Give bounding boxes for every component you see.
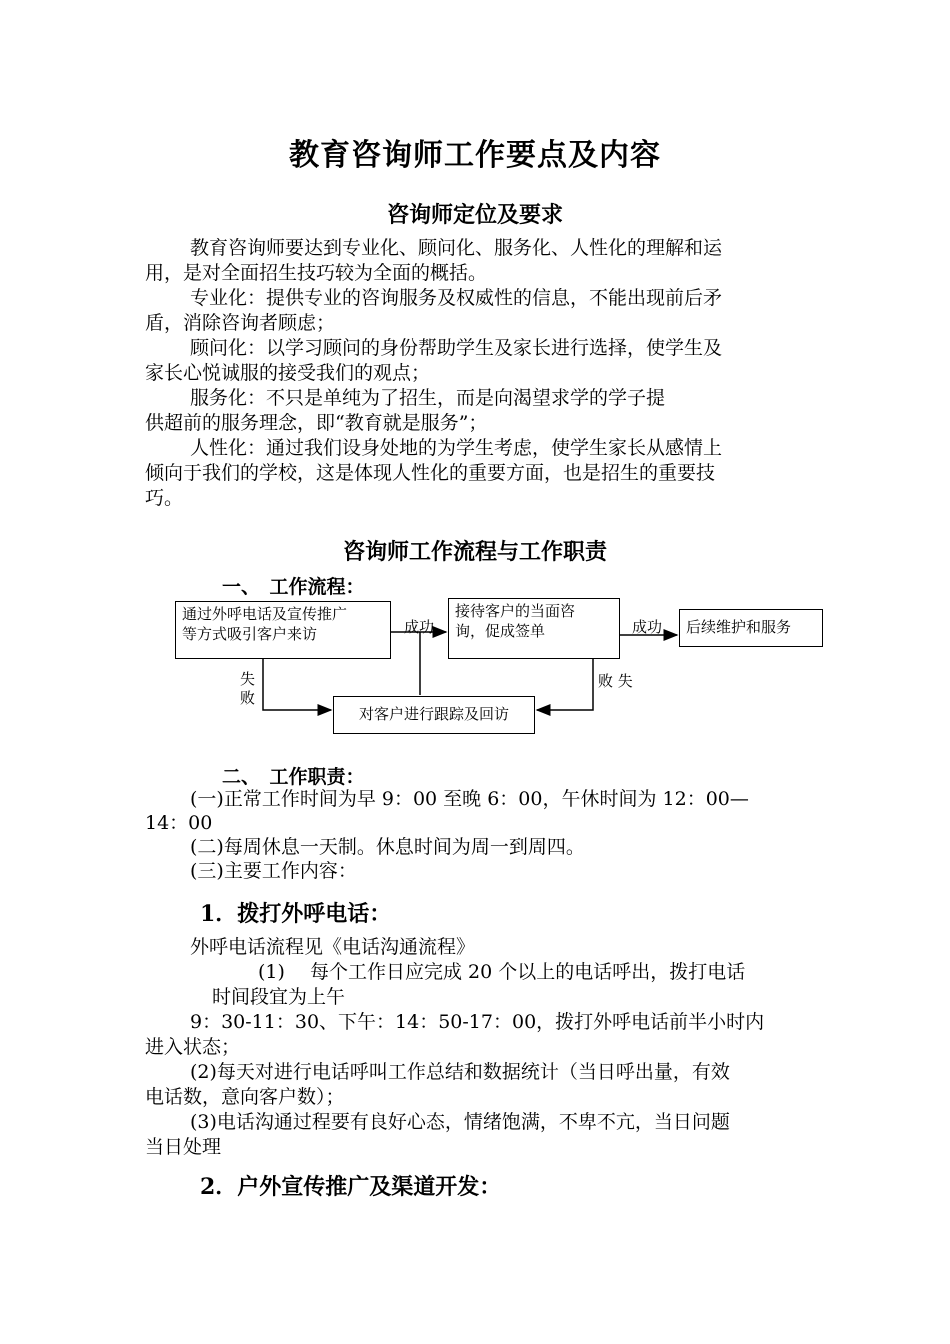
item-line: 当日处理 xyxy=(145,1136,222,1158)
paragraph-line: 盾，消除咨询者顾虑； xyxy=(145,312,336,334)
flow-box-text: 通过外呼电话及宣传推广 xyxy=(182,605,348,623)
arrow-fail-right xyxy=(537,659,593,710)
flow-box-followup: 对客户进行跟踪及回访 xyxy=(333,696,535,734)
duty-line: (一)正常工作时间为早 9：00 至晚 6：00，午休时间为 12：00— xyxy=(190,788,749,810)
subheading-workflow: 一、 工作流程： xyxy=(222,576,365,598)
arrow-fail-left xyxy=(263,659,331,710)
section-heading-positioning: 咨询师定位及要求 xyxy=(386,202,563,228)
flow-label-success: 成功 xyxy=(404,618,435,636)
flow-box-text: 等方式吸引客户来访 xyxy=(182,625,318,643)
paragraph-line: 服务化：不只是单纯为了招生，而是向渴望求学的学子提 xyxy=(190,387,666,409)
flow-box-outreach xyxy=(175,601,391,659)
paragraph-line: 顾问化：以学习顾问的身份帮助学生及家长进行选择，使学生及 xyxy=(190,337,723,359)
flow-label-fail: 败 xyxy=(240,689,256,707)
paragraph-line: 倾向于我们的学校，这是体现人性化的重要方面，也是招生的重要技 xyxy=(145,462,716,484)
item-line: 9：30-11：30、下午：14：50-17：00，拨打外呼电话前半小时内 xyxy=(190,1011,765,1033)
item-line: 进入状态； xyxy=(145,1036,241,1058)
item-line: 电话数，意向客户数）； xyxy=(145,1086,345,1108)
item-line: (2)每天对进行电话呼叫工作总结和数据统计（当日呼出量，有效 xyxy=(190,1061,730,1083)
flow-label-fail: 败 失 xyxy=(598,672,633,690)
duty-line: 14：00 xyxy=(145,812,213,834)
section-heading-workflow: 咨询师工作流程与工作职责 xyxy=(342,539,607,565)
item-line: (1) 每个工作日应完成 20 个以上的电话呼出，拨打电话 xyxy=(258,961,746,983)
item-line: (3)电话沟通过程要有良好心态，情绪饱满，不卑不亢，当日问题 xyxy=(190,1111,730,1133)
item-line: 时间段宜为上午 xyxy=(212,986,346,1008)
item-heading-outdoor-promotion: 2．户外宣传推广及渠道开发： xyxy=(200,1174,502,1200)
flow-box-reception xyxy=(448,598,620,659)
flow-box-text: 询，促成签单 xyxy=(455,622,546,640)
paragraph-line: 专业化：提供专业的咨询服务及权威性的信息，不能出现前后矛 xyxy=(190,287,723,309)
item-heading-outbound-calls: 1．拨打外呼电话： xyxy=(200,901,392,927)
item-line: 外呼电话流程见《电话沟通流程》 xyxy=(190,936,476,958)
flow-box-text: 接待客户的当面咨 xyxy=(455,602,576,620)
duty-line: (三)主要工作内容： xyxy=(190,860,357,882)
flow-box-aftercare: 后续维护和服务 xyxy=(679,609,823,647)
duty-line: (二)每周休息一天制。休息时间为周一到周四。 xyxy=(190,836,585,858)
subheading-duties: 二、 工作职责： xyxy=(222,766,365,788)
paragraph-line: 供超前的服务理念，即“教育就是服务”； xyxy=(145,412,488,434)
flow-label-fail: 失 xyxy=(240,670,256,688)
paragraph-line: 人性化：通过我们设身处地的为学生考虑，使学生家长从感情上 xyxy=(190,437,723,459)
paragraph-line: 家长心悦诚服的接受我们的观点； xyxy=(145,362,431,384)
paragraph-line: 教育咨询师要达到专业化、顾问化、服务化、人性化的理解和运 xyxy=(190,237,723,259)
paragraph-line: 用，是对全面招生技巧较为全面的概括。 xyxy=(145,262,488,284)
page-title: 教育咨询师工作要点及内容 xyxy=(289,138,661,173)
paragraph-line: 巧。 xyxy=(145,487,184,509)
flow-label-success: 成功 xyxy=(632,618,663,636)
